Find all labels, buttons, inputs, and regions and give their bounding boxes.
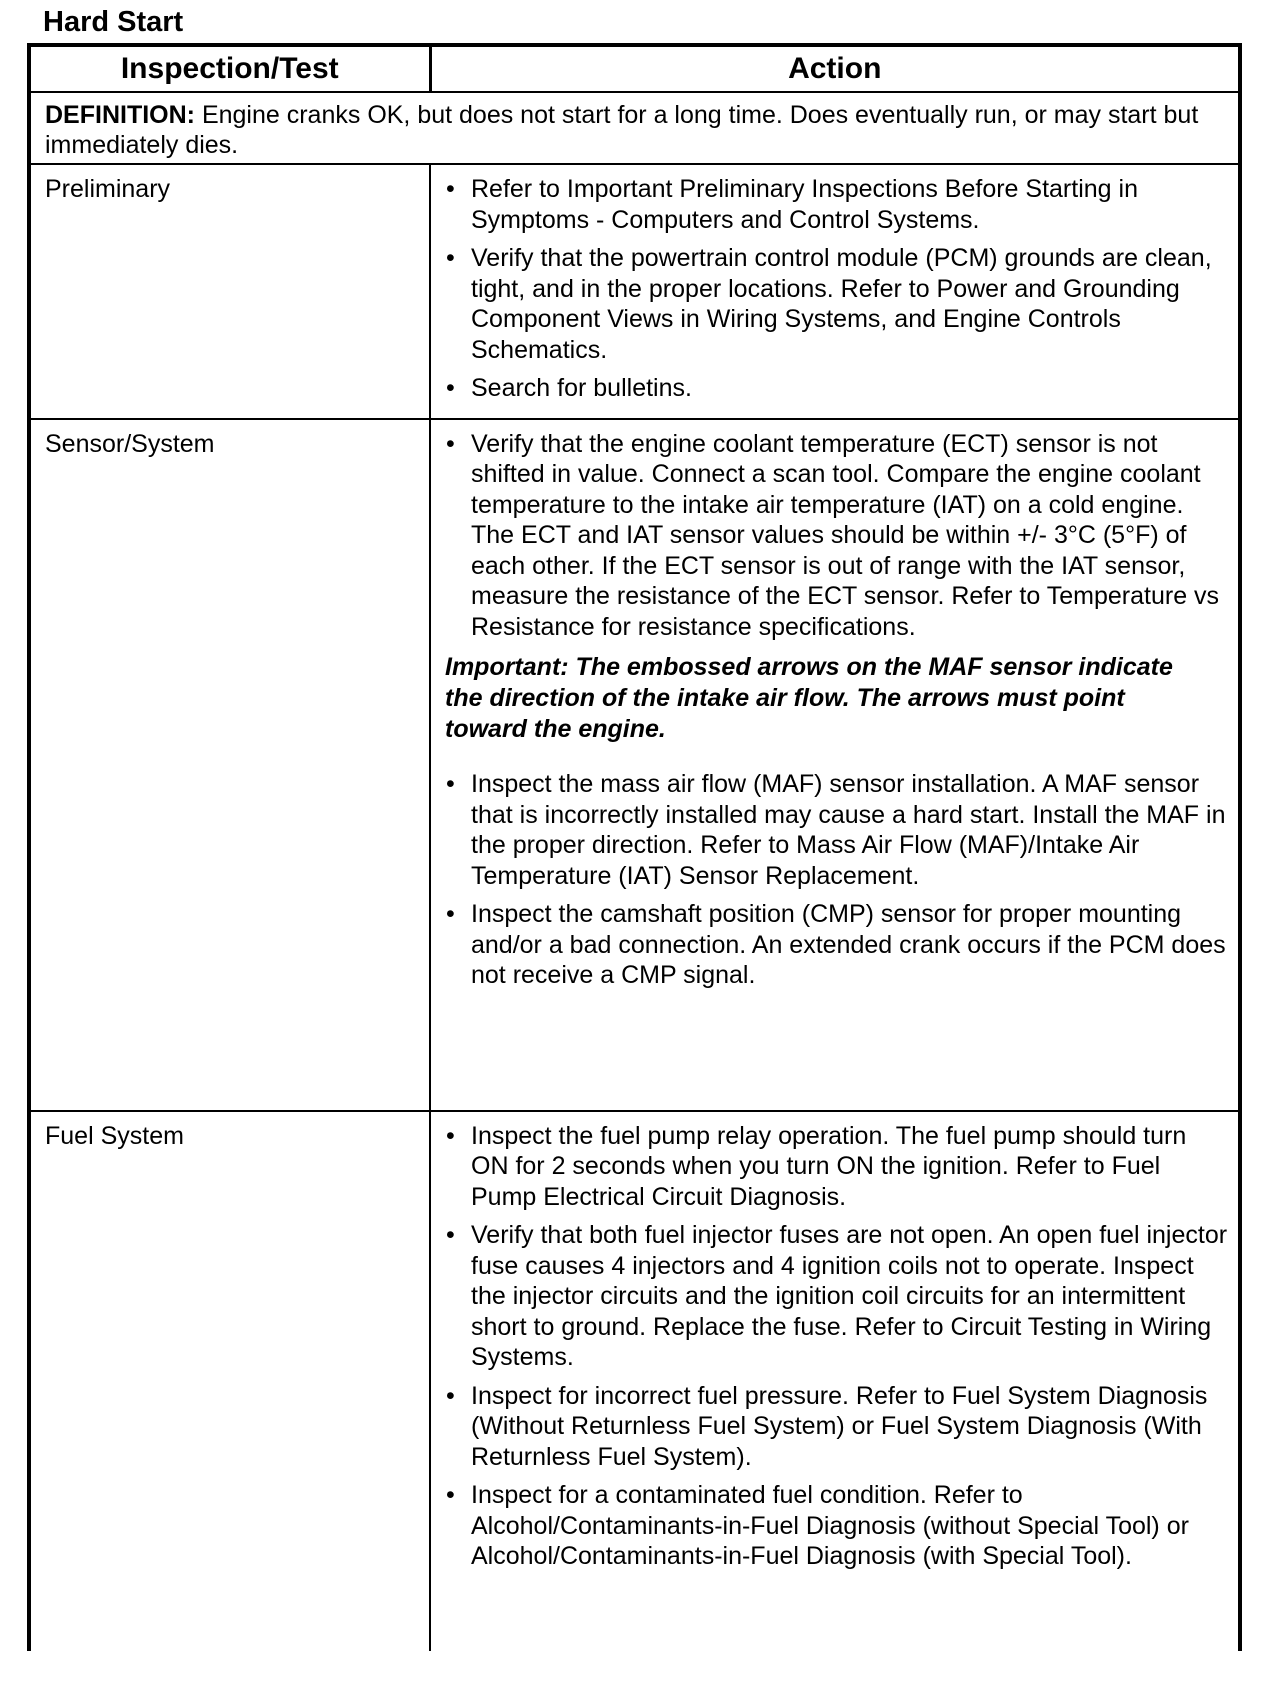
inspection-cell [29, 164, 430, 419]
column-header-inspection-test: Inspection/Test [29, 45, 430, 92]
bullet-icon: • [446, 770, 455, 798]
action-item: • Verify that the powertrain control module (PCM) grounds are clean, tight, and in the proper locations. Refer to Power and Grounding Component Views in Wiring Systems, and Engine Controls Schematics. [443, 243, 1228, 365]
bullet-icon: • [446, 374, 455, 402]
table-header-row [29, 45, 1240, 92]
action-item: • Inspect the fuel pump relay operation. The fuel pump should turn ON for 2 seconds when you turn ON the ignition. Refer to Fuel Pump Electrical Circuit Diagnosis. [443, 1121, 1228, 1213]
action-item: • Inspect the mass air flow (MAF) sensor installation. A MAF sensor that is incorrectly installed may cause a hard start. Install the MAF in the proper direction. Refer to Mass Air Flow (MAF)/Intake Air Temperature (IAT) Sensor Replacement. [443, 769, 1228, 891]
action-item: • Inspect for a contaminated fuel condition. Refer to Alcohol/Contaminants-in-Fuel Diagnosis (without Special Tool) or Alcohol/Contaminants-in-Fuel Diagnosis (with Special Tool). [443, 1480, 1228, 1572]
table-row-preliminary [29, 164, 1240, 419]
definition-row [29, 92, 1240, 164]
action-item: • Refer to Important Preliminary Inspections Before Starting in Symptoms - Computers and Control Systems. [443, 174, 1228, 235]
bullet-icon: • [446, 1481, 455, 1509]
action-item: • Inspect the camshaft position (CMP) sensor for proper mounting and/or a bad connection. An extended crank occurs if the PCM does not receive a CMP signal. [443, 899, 1228, 991]
inspection-label: Fuel System [45, 1121, 184, 1150]
action-item: • Inspect for incorrect fuel pressure. Refer to Fuel System Diagnosis (Without Returnless Fuel System) or Fuel System Diagnosis (With Returnless Fuel System). [443, 1381, 1228, 1473]
definition-cell [29, 92, 1240, 164]
inspection-label: Preliminary [45, 175, 171, 203]
inspection-cell [29, 419, 430, 1111]
action-cell [430, 419, 1240, 1111]
definition-label: DEFINITION: [45, 101, 195, 129]
bullet-icon: • [446, 175, 455, 203]
inspection-cell [29, 1111, 430, 1651]
inspection-label: Sensor/System [45, 429, 215, 458]
definition-text: Engine cranks OK, but does not start for a long time. Does eventually run, or may start but immediately dies. [45, 101, 1199, 159]
action-cell [430, 164, 1240, 419]
action-item: • Verify that both fuel injector fuses are not open. An open fuel injector fuse causes 4 injectors and 4 ignition coils not to operate. Inspect the injector circuits and the ignition coil circuits for an intermittent short to ground. Replace the fuse. Refer to Circuit Testing in Wiring Systems. [443, 1220, 1228, 1373]
table-row-sensor-system [29, 419, 1240, 1111]
document-title: Hard Start [43, 6, 184, 38]
action-item: • Search for bulletins. [443, 373, 1228, 404]
column-header-action: Action [430, 45, 1240, 92]
important-note: Important: The embossed arrows on the MAF sensor indicate the direction of the intake air flow. The arrows must point toward the engine. [445, 653, 1173, 743]
bullet-icon: • [446, 244, 455, 272]
action-item: • Verify that the engine coolant temperature (ECT) sensor is not shifted in value. Connect a scan tool. Compare the engine coolant temperature to the intake air temperature (IAT) on a cold engine. The ECT and IAT sensor values should be within +/- 3°C (5°F) of each other. If the ECT sensor is out of range with the IAT sensor, measure the resistance of the ECT sensor. Refer to Temperature vs Resistance for resistance specifications. [443, 429, 1228, 643]
diagnostic-table [27, 43, 1242, 1651]
bullet-icon: • [446, 1221, 455, 1249]
bullet-icon: • [446, 1381, 455, 1410]
bullet-icon: • [446, 900, 455, 928]
bullet-icon: • [446, 429, 455, 458]
bullet-icon: • [446, 1121, 455, 1150]
action-cell [430, 1111, 1240, 1651]
table-row-fuel-system [29, 1111, 1240, 1651]
